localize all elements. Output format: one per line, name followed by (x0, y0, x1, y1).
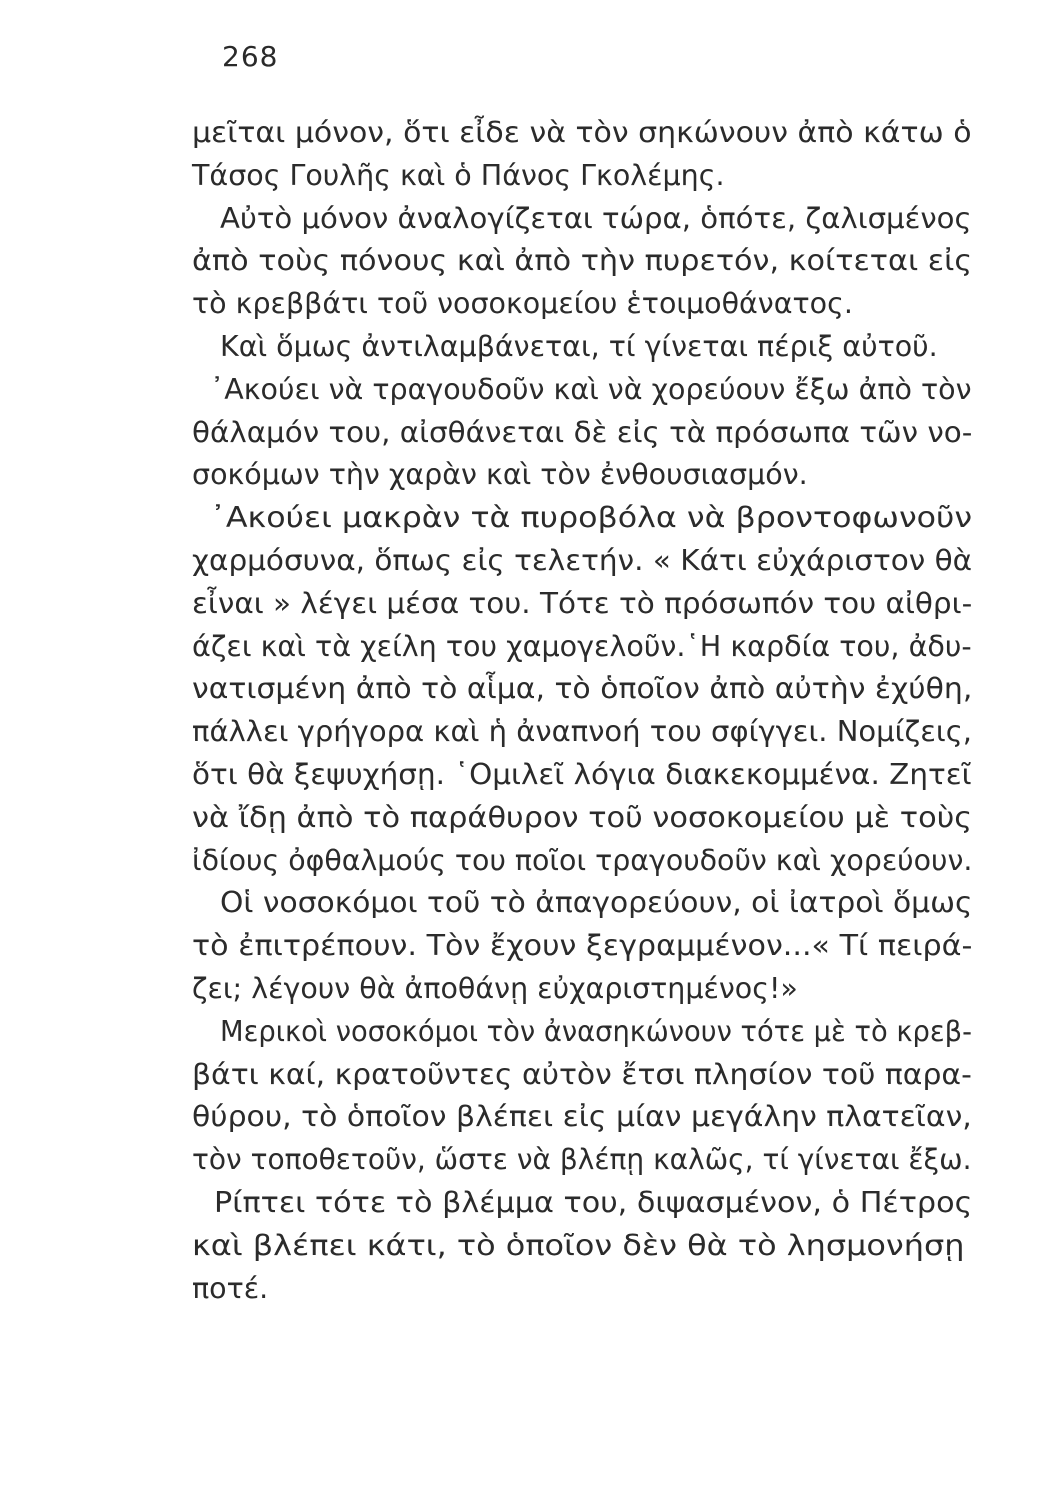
text-line: ᾿Ακούει μακρὰν τὰ πυροβόλα νὰ βροντοφωνοῦν (210, 501, 973, 535)
text-line: ᾿Ακούει νὰ τραγουδοῦν καὶ νὰ χορεύουν ἔξω ἀπὸ τὸν (210, 372, 972, 406)
page-number: 268 (222, 40, 279, 73)
text-line: ζει; λέγουν θὰ ἀποθάνῃ εὐχαριστημένος!» (192, 972, 798, 1005)
text-line: νὰ ἴδῃ ἀπὸ τὸ παράθυρον τοῦ νοσοκομείου μὲ τοὺς (192, 800, 973, 834)
text-line: καὶ βλέπει κάτι, τὸ ὁποῖον δὲν θὰ τὸ λησμονήσῃ (192, 1228, 965, 1262)
text-line: πάλλει γρήγορα καὶ ἡ ἀναπνοή του σφίγγει. Νομίζεις, (192, 715, 973, 749)
text-line: Αὐτὸ μόνον ἀναλογίζεται τώρα, ὁπότε, ζαλισμένος (220, 201, 972, 235)
text-line: μεῖται μόνον, ὅτι εἶδε νὰ τὸν σηκώνουν ἀπὸ κάτω ὁ (192, 116, 972, 149)
text-line: Ρίπτει τότε τὸ βλέμμα του, διψασμένον, ὁ Πέτρος (214, 1186, 973, 1219)
text-line: άζει καὶ τὰ χείλη του χαμογελοῦν.῾Η καρδία του, ἀδυ- (192, 629, 972, 663)
text-line: Τάσος Γουλῆς καὶ ὁ Πάνος Γκολέμης. (192, 158, 725, 192)
text-line: ὅτι θὰ ξεψυχήσῃ. ῾Ομιλεῖ λόγια διακεκομμένα. Ζητεῖ (192, 758, 972, 791)
text-line: τὸν τοποθετοῦν, ὥστε νὰ βλέπῃ καλῶς, τί γίνεται ἔξω. (192, 1143, 972, 1177)
text-line: ποτέ. (192, 1271, 269, 1305)
text-line: θάλαμόν του, αἰσθάνεται δὲ εἰς τὰ πρόσωπα τῶν νο- (192, 415, 973, 449)
text-line: νατισμένη ἀπὸ τὸ αἷμα, τὸ ὁποῖον ἀπὸ αὐτὴν ἐχύθη, (192, 672, 973, 706)
text-line: βάτι καί, κρατοῦντες αὐτὸν ἔτσι πλησίον τοῦ παρα- (192, 1057, 972, 1091)
text-line: ἰδίους ὀφθαλμούς του ποῖοι τραγουδοῦν καὶ χορεύουν. (192, 843, 973, 877)
text-line: χαρμόσυνα, ὅπως εἰς τελετήν. « Κάτι εὐχάριστον θὰ (192, 544, 973, 577)
text-line: Καὶ ὅμως ἀντιλαμβάνεται, τί γίνεται πέριξ αὐτοῦ. (220, 330, 938, 363)
text-line: θύρου, τὸ ὁποῖον βλέπει εἰς μίαν μεγάλην πλατεῖαν, (192, 1100, 972, 1134)
text-line: Οἱ νοσοκόμοι τοῦ τὸ ἀπαγορεύουν, οἱ ἰατροὶ ὅμως (220, 886, 973, 920)
text-line: εἶναι » λέγει μέσα του. Τότε τὸ πρόσωπόν του αἰθρι- (192, 586, 973, 620)
text-line: σοκόμων τὴν χαρὰν καὶ τὸν ἐνθουσιασμόν. (192, 458, 808, 492)
text-line: τὸ κρεββάτι τοῦ νοσοκομείου ἑτοιμοθάνατος. (192, 287, 853, 321)
text-line: ἀπὸ τοὺς πόνους καὶ ἀπὸ τὴν πυρετόν, κοίτεται εἰς (192, 244, 973, 278)
text-line: τὸ ἐπιτρέπουν. Τὸν ἔχουν ξεγραμμένον...« Τί πειρά- (192, 929, 973, 963)
text-line: Μερικοὶ νοσοκόμοι τὸν ἀνασηκώνουν τότε μὲ τὸ κρεβ- (220, 1014, 972, 1048)
